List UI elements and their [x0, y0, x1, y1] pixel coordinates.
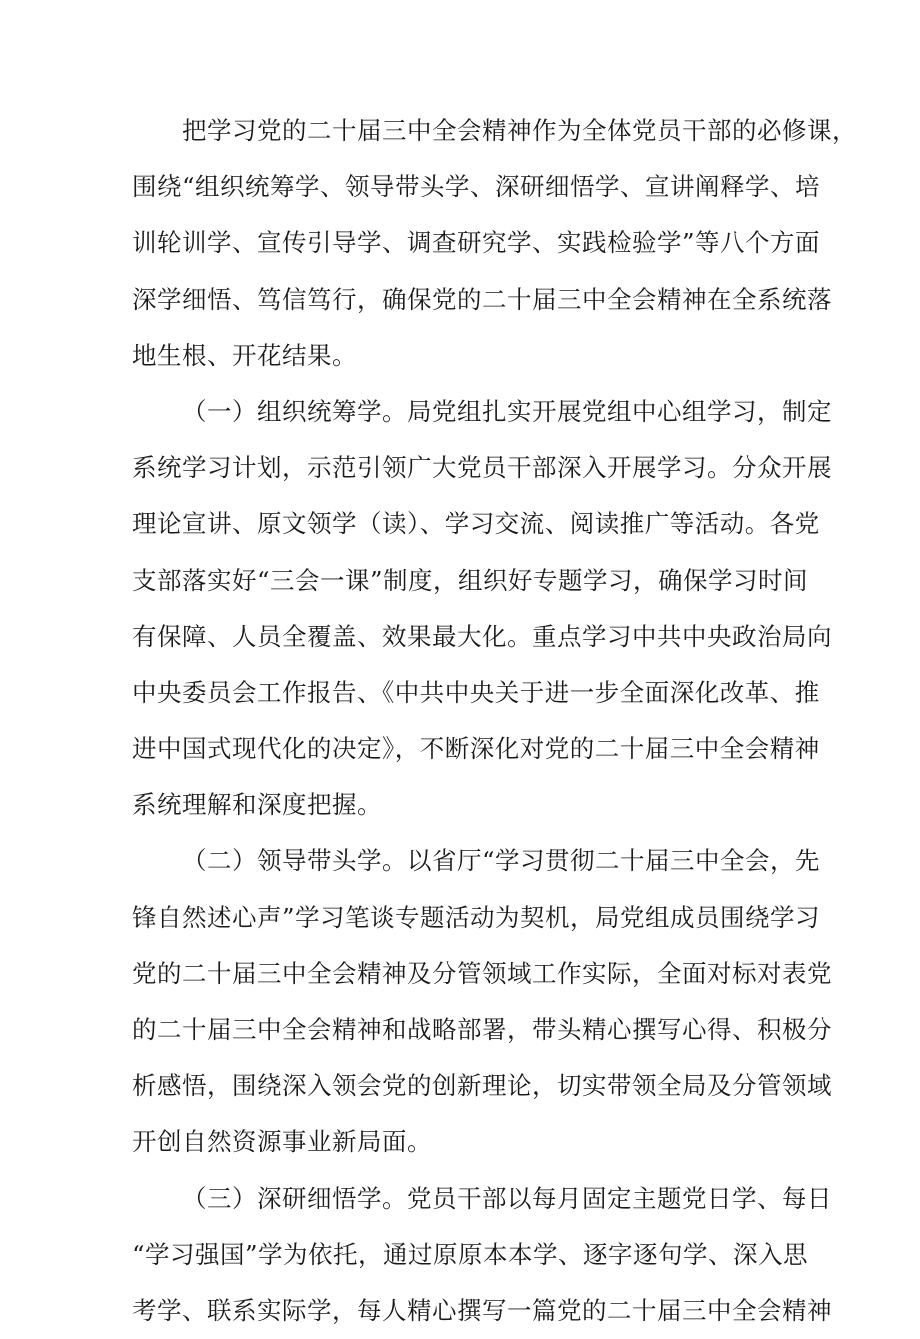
text-line: （一）组织统筹学。局党组扎实开展党组中心组学习，制定: [182, 396, 832, 426]
text-line: 围绕“组织统筹学、领导带头学、深研细悟学、宣讲阐释学、培: [132, 172, 821, 202]
text-line: 系统学习计划，示范引领广大党员干部深入开展学习。分众开展: [132, 453, 832, 483]
text-line: 党的二十届三中全会精神及分管领域工作实际，全面对标对表党: [132, 958, 832, 988]
text-line: 地生根、开花结果。: [132, 340, 357, 370]
text-line: 有保障、人员全覆盖、效果最大化。重点学习中共中央政治局向: [132, 621, 832, 651]
text-line: 系统理解和深度把握。: [132, 790, 382, 820]
text-line: 考学、联系实际学，每人精心撰写一篇党的二十届三中全会精神: [132, 1295, 832, 1325]
text-line: 支部落实好“三会一课”制度，组织好专题学习，确保学习时间: [132, 565, 809, 595]
text-line: “学习强国”学为依托，通过原原本本学、逐字逐句学、深入思: [132, 1239, 809, 1269]
text-line: 锋自然述心声”学习笔谈专题活动为契机，局党组成员围绕学习: [132, 902, 821, 932]
text-line: 中央委员会工作报告、《中共中央关于进一步全面深化改革、推: [132, 677, 820, 707]
paragraph-section-2: [132, 833, 832, 1170]
text-line: 开创自然资源事业新局面。: [132, 1127, 432, 1157]
document-body: [132, 103, 857, 1339]
text-line: 的二十届三中全会精神和战略部署，带头精心撰写心得、积极分: [132, 1015, 832, 1044]
text-line: 析感悟，围绕深入领会党的创新理论，切实带领全局及分管领域: [132, 1071, 832, 1101]
text-line: 进中国式现代化的决定》，不断深化对党的二十届三中全会精神: [132, 734, 820, 764]
text-line: （三）深研细悟学。党员干部以每月固定主题党日学、每日: [182, 1183, 832, 1213]
text-line: （二）领导带头学。以省厅“学习贯彻二十届三中全会，先: [182, 846, 821, 876]
text-line: 理论宣讲、原文领学（读）、学习交流、阅读推广等活动。各党: [132, 509, 820, 539]
text-line: 深学细悟、笃信笃行，确保党的二十届三中全会精神在全系统落: [132, 284, 832, 314]
text-line: 把学习党的二十届三中全会精神作为全体党员干部的必修课，: [182, 116, 857, 145]
text-line: 训轮训学、宣传引导学、调查研究学、实践检验学”等八个方面: [132, 228, 821, 258]
paragraph-section-3: [132, 1171, 832, 1339]
paragraph-section-1: [132, 384, 832, 834]
paragraph-intro: [132, 103, 857, 384]
